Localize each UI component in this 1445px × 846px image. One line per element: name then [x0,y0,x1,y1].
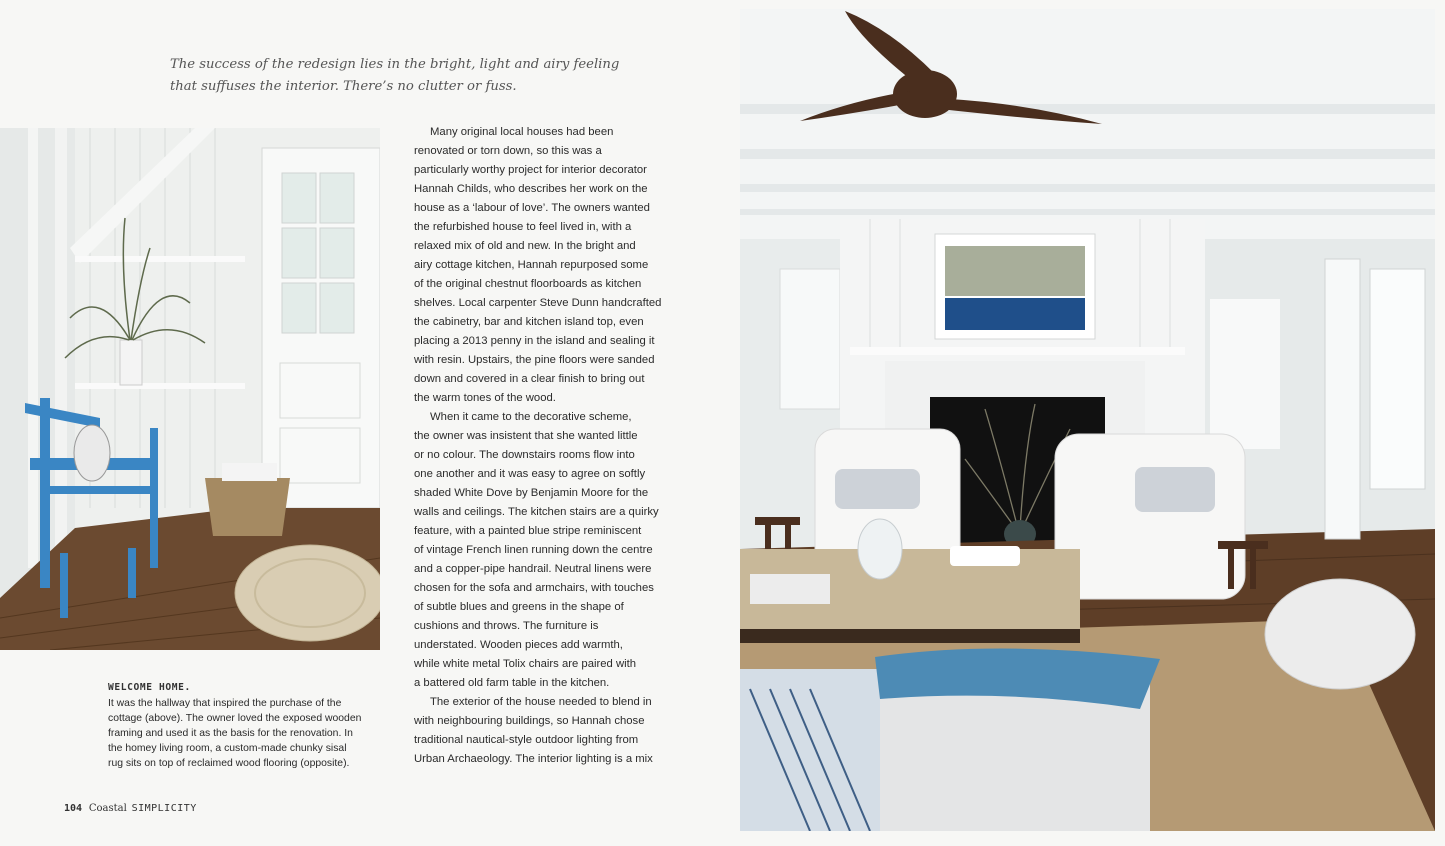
body-line: Many original local houses had been [430,126,614,138]
body-line: while white metal Tolix chairs are paired with [414,658,637,670]
body-line: shelves. Local carpenter Steve Dunn handcrafted [414,297,662,309]
body-line: The exterior of the house needed to blend in [430,696,652,708]
body-line: a battered old farm table in the kitchen. [414,677,610,689]
body-line: with resin. Upstairs, the pine floors were sanded [414,354,655,366]
page-folio [64,803,197,814]
body-line: airy cottage kitchen, Hannah repurposed some [414,259,649,271]
body-line: placing a 2013 penny in the island and sealing it [414,335,655,347]
body-line: down and covered in a clear finish to bring out [414,373,645,385]
page-number: 104 [64,803,83,814]
body-line: and a copper-pipe handrail. Neutral linens were [414,563,652,575]
body-line: the refurbished house to feel lived in, with a [414,221,632,233]
article-body [414,123,674,769]
caption-line: framing and used it as the basis for the renovation. In [108,728,353,739]
body-line: house as a ‘labour of love’. The owners wanted [414,202,650,214]
caption-title: WELCOME HOME. [108,682,191,693]
body-line: Hannah Childs, who describes her work on the [414,183,648,195]
body-line: feature, with a painted blue stripe reminiscent [414,525,642,537]
body-line: the cabinetry, bar and kitchen island top, even [414,316,644,328]
body-line: of subtle blues and greens in the shape of [414,601,624,613]
body-line: cushions and throws. The furniture is [414,620,599,632]
body-line: traditional nautical-style outdoor lighting from [414,734,639,746]
body-line: the warm tones of the wood. [414,392,556,404]
body-line: particularly worthy project for interior decorator [414,164,647,176]
folio-series: Coastal [88,803,127,814]
body-line: renovated or torn down, so this was a [414,145,602,157]
hallway-photo [0,128,380,650]
caption-line: the homey living room, a custom-made chunky sisal [108,743,347,754]
pull-quote-line: The success of the redesign lies in the bright, light and airy feeling [170,57,620,72]
body-line: chosen for the sofa and armchairs, with touches [414,582,654,594]
folio-book-title: SIMPLICITY [131,803,197,814]
body-line: understated. Wooden pieces add warmth, [414,639,623,651]
photo-caption [108,680,378,771]
body-line: or no colour. The downstairs rooms flow into [414,449,635,461]
caption-line: cottage (above). The owner loved the exposed wooden [108,713,362,724]
body-line: one another and it was easy to agree on softly [414,468,646,480]
body-line: of the original chestnut floorboards as kitchen [414,278,642,290]
pull-quote [170,54,620,98]
caption-line: rug sits on top of reclaimed wood flooring (opposite). [108,758,350,769]
body-line: Urban Archaeology. The interior lighting is a mix [414,753,653,765]
body-line: the owner was insistent that she wanted little [414,430,638,442]
body-line: shaded White Dove by Benjamin Moore for the [414,487,649,499]
pull-quote-line: that suffuses the interior. There’s no clutter or fuss. [170,79,517,94]
living-room-photo [740,9,1435,831]
body-line: of vintage French linen running down the centre [414,544,653,556]
caption-line: It was the hallway that inspired the purchase of the [108,698,342,709]
body-line: relaxed mix of old and new. In the bright and [414,240,636,252]
body-line: walls and ceilings. The kitchen stairs are a quirky [414,506,659,518]
body-line: with neighbouring buildings, so Hannah chose [414,715,645,727]
body-line: When it came to the decorative scheme, [430,411,632,423]
